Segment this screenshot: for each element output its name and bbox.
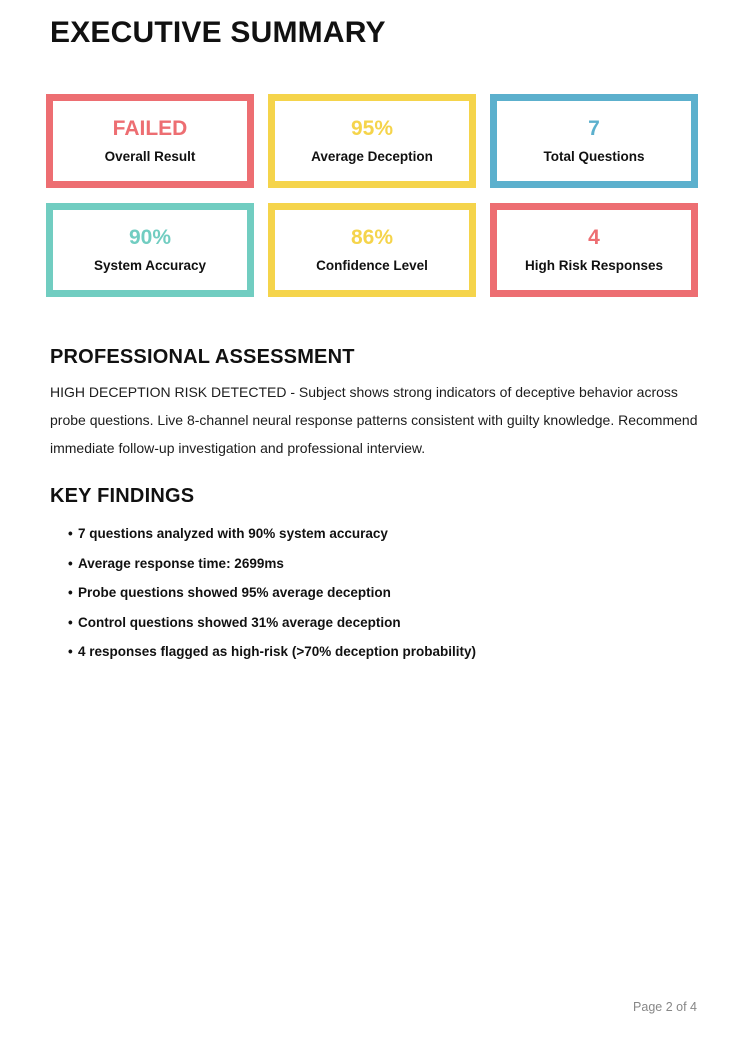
card-label: Total Questions — [543, 149, 645, 165]
key-findings-heading: KEY FINDINGS — [50, 485, 195, 507]
card-value: FAILED — [112, 117, 188, 141]
professional-assessment-body: HIGH DECEPTION RISK DETECTED - Subject shows strong indicators of deceptive behavior across probe questions. Live 8-channel neural response patterns consistent with guilty knowledge. Recommend immediate follow-up investigation and professional interview. — [50, 384, 698, 456]
professional-assessment-heading: PROFESSIONAL ASSESSMENT — [50, 346, 355, 368]
key-finding-item — [68, 608, 688, 638]
key-finding-text: 7 questions analyzed with 90% system accuracy — [78, 526, 388, 541]
key-finding-item — [68, 549, 688, 579]
card-label: Confidence Level — [316, 258, 428, 274]
summary-card-average-deception — [268, 94, 476, 188]
summary-card-overall-result — [46, 94, 254, 188]
summary-cards — [46, 94, 698, 297]
bullet-icon: • — [68, 644, 73, 659]
key-findings-list — [68, 519, 688, 667]
card-label: Average Deception — [311, 149, 433, 165]
summary-card-confidence-level — [268, 203, 476, 297]
key-finding-item — [68, 578, 688, 608]
summary-card-total-questions — [490, 94, 698, 188]
bullet-icon: • — [68, 614, 73, 630]
bullet-icon: • — [68, 555, 73, 571]
bullet-icon: • — [68, 585, 73, 600]
card-label: System Accuracy — [93, 258, 207, 274]
card-value: 95% — [350, 117, 394, 141]
key-finding-text: Probe questions showed 95% average deception — [78, 585, 391, 600]
key-finding-item — [68, 519, 688, 549]
card-value: 4 — [588, 226, 600, 250]
key-finding-item — [68, 637, 688, 667]
card-value: 7 — [588, 117, 600, 141]
key-finding-text: Average response time: 2699ms — [78, 555, 284, 571]
bullet-icon: • — [68, 526, 73, 541]
summary-card-high-risk-responses — [490, 203, 698, 297]
card-value: 90% — [128, 226, 172, 250]
card-label: High Risk Responses — [524, 258, 664, 274]
card-label: Overall Result — [104, 149, 196, 165]
summary-card-system-accuracy — [46, 203, 254, 297]
page-title: EXECUTIVE SUMMARY — [50, 16, 386, 49]
key-finding-text: 4 responses flagged as high-risk (>70% deception probability) — [78, 644, 476, 659]
page-number: Page 2 of 4 — [633, 1000, 697, 1014]
key-finding-text: Control questions showed 31% average deception — [78, 614, 401, 630]
card-value: 86% — [350, 226, 394, 250]
